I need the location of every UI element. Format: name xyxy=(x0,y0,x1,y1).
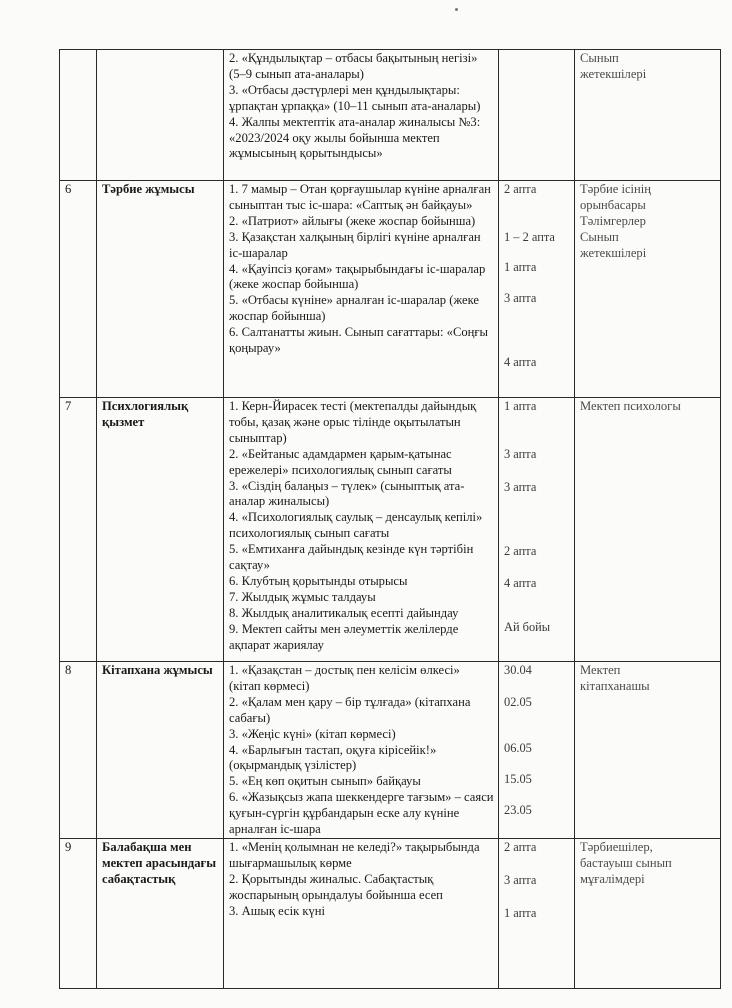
event-item: 2. «Қалам мен қару – бір тұлғада» (кітапхана сабағы) xyxy=(229,694,471,725)
event-item: 4. «Қауіпсіз қоғам» тақырыбындағы іс-шаралар (жеке жоспар бойынша) xyxy=(229,261,486,292)
event-item: 2. «Патриот» айлығы (жеке жоспар бойынша) xyxy=(229,213,476,228)
event-item: 8. Жылдық аналитикалық есепті дайындау xyxy=(229,605,459,620)
events-cell xyxy=(224,181,499,398)
date-item: 1 апта xyxy=(504,399,537,413)
event-item: 3. Қазақстан халқының бірлігі күніне арналған іс-шаралар xyxy=(229,229,481,260)
responsible-cell xyxy=(575,839,721,989)
event-item: 2. Қорытынды жиналыс. Сабақтастық жоспарының орындалуы бойынша есеп xyxy=(229,871,443,902)
event-item: 1. 7 мамыр – Отан қорғаушылар күніне арналған сыныптан тыс іс-шара: «Саптық ән байқауы» xyxy=(229,182,491,212)
row-number: 8 xyxy=(60,662,97,839)
event-item: 5. «Ең көп оқитын сынып» байқауы xyxy=(229,774,421,789)
row-number: 9 xyxy=(60,839,97,989)
date-item: 3 апта xyxy=(504,873,537,887)
section-name: Кітапхана жұмысы xyxy=(97,662,224,839)
event-item: 5. «Отбасы күніне» арналған іс-шаралар (жеке жоспар бойынша) xyxy=(229,293,479,324)
event-item: 2. «Құндылықтар – отбасы бақытының негізі» (5–9 сынып ата-аналары) xyxy=(229,51,478,81)
event-item: 3. «Жеңіс күні» (кітап көрмесі) xyxy=(229,726,396,741)
responsible-line: орынбасары xyxy=(580,197,646,212)
date-item: 4 апта xyxy=(504,576,537,590)
date-item: 06.05 xyxy=(504,741,532,755)
table-row xyxy=(60,839,721,989)
event-item: 1. «Менің қолымнан не келеді?» тақырыбында шығармашылық көрме xyxy=(229,840,480,870)
table-row xyxy=(60,50,721,181)
date-item: 1 апта xyxy=(504,260,537,274)
date-item: 3 апта xyxy=(504,480,537,494)
table-row xyxy=(60,662,721,839)
date-item: 4 апта xyxy=(504,355,537,369)
event-item: 4. Жалпы мектептік ата-аналар жиналысы №3: «2023/2024 оқу жылы бойынша мектеп жұмысының қорытындысы» xyxy=(229,114,481,161)
event-item: 2. «Бейтаныс адамдармен қарым-қатынас ережелері» психологиялық сынып сағаты xyxy=(229,446,452,477)
responsible-line: мұғалімдері xyxy=(580,871,645,886)
responsible-line: Сынып xyxy=(580,51,619,65)
section-name xyxy=(97,50,224,181)
responsible-line: Тәлімгерлер xyxy=(580,213,646,228)
responsible-cell xyxy=(575,181,721,398)
responsible-line: Мектеп xyxy=(580,663,621,677)
section-name: Психлогиялық қызмет xyxy=(97,398,224,662)
table-row xyxy=(60,398,721,662)
event-item: 6. Салтанатты жиын. Сынып сағаттары: «Соңғы қоңырау» xyxy=(229,325,489,356)
events-cell xyxy=(224,839,499,989)
date-item: 1 апта xyxy=(504,906,537,920)
date-cell xyxy=(499,662,575,839)
date-item: Ай бойы xyxy=(504,620,551,634)
events-cell xyxy=(224,398,499,662)
date-item: 2 апта xyxy=(504,840,537,854)
event-item: 7. Жылдық жұмыс талдауы xyxy=(229,589,376,604)
responsible-line: Тәрбиешілер, xyxy=(580,840,653,854)
event-item: 3. Ашық есік күні xyxy=(229,903,326,918)
event-item: 4. «Барлығын тастап, оқуға кірісейік!» (оқырмандық үзілістер) xyxy=(229,742,437,773)
date-cell xyxy=(499,398,575,662)
date-cell xyxy=(499,839,575,989)
date-item: 3 апта xyxy=(504,291,537,305)
date-item: 23.05 xyxy=(504,803,532,817)
date-item: 1 – 2 апта xyxy=(504,230,555,244)
row-number: 6 xyxy=(60,181,97,398)
responsible-line: Мектеп психологы xyxy=(580,399,681,413)
events-cell xyxy=(224,50,499,181)
responsible-line: бастауыш сынып xyxy=(580,855,672,870)
event-item: 6. «Жазықсыз жапа шеккендерге тағзым» – саяси қуғын-сүргін құрбандарын еске алу күніне арналған іс-шара xyxy=(229,790,494,837)
date-item: 02.05 xyxy=(504,695,532,709)
date-item: 2 апта xyxy=(504,544,537,558)
event-item: 9. Мектеп сайты мен әлеуметтік желілерде ақпарат жариялау xyxy=(229,621,459,652)
event-item: 3. «Сіздің балаңыз – түлек» (сыныптық ата-аналар жиналысы) xyxy=(229,478,465,509)
plan-table xyxy=(59,49,721,989)
date-cell xyxy=(499,181,575,398)
date-item: 15.05 xyxy=(504,772,532,786)
date-item: 3 апта xyxy=(504,447,537,461)
date-item: 30.04 xyxy=(504,663,532,677)
row-number xyxy=(60,50,97,181)
responsible-line: Тәрбие ісінің xyxy=(580,182,652,196)
date-item: 2 апта xyxy=(504,182,537,196)
event-item: 5. «Емтиханға дайындық кезінде күн тәртібін сақтау» xyxy=(229,542,474,573)
responsible-cell xyxy=(575,50,721,181)
responsible-cell xyxy=(575,398,721,662)
event-item: 1. «Қазақстан – достық пен келісім өлкесі» (кітап көрмесі) xyxy=(229,663,460,693)
date-cell xyxy=(499,50,575,181)
responsible-line: жетекшілері xyxy=(580,66,647,81)
responsible-line: кітапханашы xyxy=(580,678,650,693)
responsible-cell xyxy=(575,662,721,839)
table-row xyxy=(60,181,721,398)
section-name: Тәрбие жұмысы xyxy=(97,181,224,398)
event-item: 4. «Психологиялық саулық – денсаулық кепілі» психологиялық сынып сағаты xyxy=(229,510,483,541)
scan-speck xyxy=(455,8,458,11)
row-number: 7 xyxy=(60,398,97,662)
section-name: Балабақша мен мектеп арасындағы сабақтастық xyxy=(97,839,224,989)
event-item: 1. Керн-Йирасек тесті (мектепалды дайындық тобы, қазақ және орыс тілінде оқытылатын сыныптар) xyxy=(229,399,477,445)
event-item: 6. Клубтың қорытынды отырысы xyxy=(229,573,408,588)
events-cell xyxy=(224,662,499,839)
responsible-line: Сынып xyxy=(580,229,619,244)
event-item: 3. «Отбасы дәстүрлері мен құндылықтары: ұрпақтан ұрпаққа» (10–11 сынып ата-аналары) xyxy=(229,82,481,113)
responsible-line: жетекшілері xyxy=(580,245,647,260)
